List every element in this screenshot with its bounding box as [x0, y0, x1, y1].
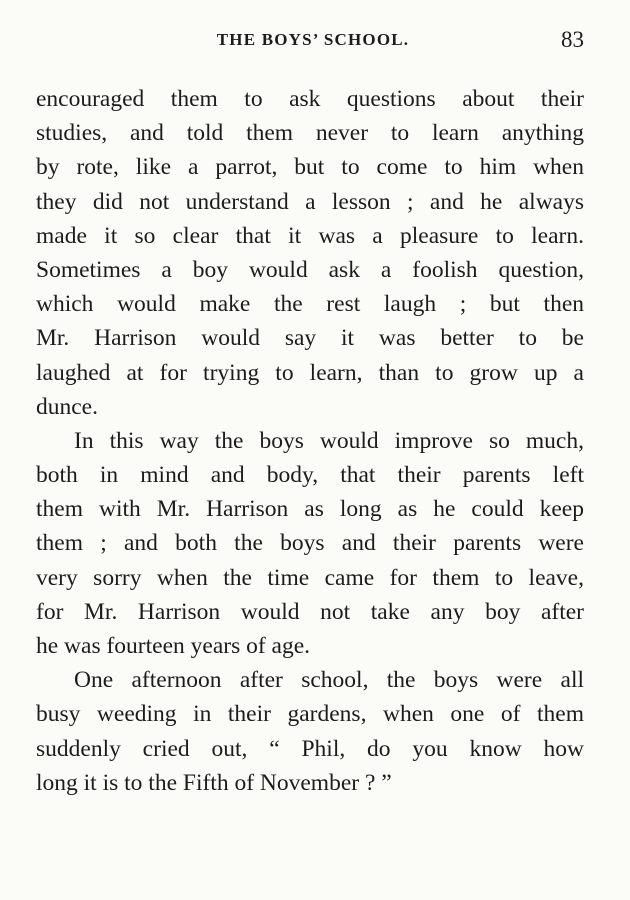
text-line: both in mind and body, that their parents left — [36, 462, 584, 489]
text-line: busy weeding in their gardens, when one of them — [36, 701, 584, 728]
text-line: long it is to the Fifth of November ? ” — [36, 769, 392, 796]
text-line: suddenly cried out, “ Phil, do you know how — [36, 735, 584, 762]
text-line: made it so clear that it was a pleasure to learn. — [36, 222, 584, 249]
text-line: very sorry when the time came for them to leave, — [36, 564, 584, 591]
text-line: Mr. Harrison would say it was better to be — [36, 325, 584, 352]
text-line: by rote, like a parrot, but to come to him when — [36, 154, 584, 181]
text-line: dunce. — [36, 393, 98, 420]
page-header — [36, 27, 584, 58]
paragraph-2 — [36, 424, 584, 663]
running-head: THE BOYS’ SCHOOL. — [216, 30, 410, 49]
text-line: they did not understand a lesson ; and he always — [36, 188, 584, 215]
paragraph-3 — [36, 663, 584, 800]
text-line: One afternoon after school, the boys were all — [74, 667, 584, 694]
text-line: which would make the rest laugh ; but then — [36, 291, 584, 318]
page-body — [36, 82, 584, 800]
text-line: laughed at for trying to learn, than to grow up a — [36, 359, 584, 386]
text-line: Sometimes a boy would ask a foolish question, — [36, 256, 584, 283]
text-line: for Mr. Harrison would not take any boy after — [36, 598, 584, 625]
text-line: them with Mr. Harrison as long as he could keep — [36, 496, 584, 523]
page-number: 83 — [561, 27, 584, 52]
text-line: encouraged them to ask questions about their — [36, 86, 584, 112]
text-line: them ; and both the boys and their parents were — [36, 530, 584, 557]
text-line: he was fourteen years of age. — [36, 633, 311, 659]
text-line: In this way the boys would improve so much, — [74, 427, 584, 454]
paragraph-1 — [36, 82, 584, 424]
text-line: studies, and told them never to learn anything — [36, 120, 584, 147]
